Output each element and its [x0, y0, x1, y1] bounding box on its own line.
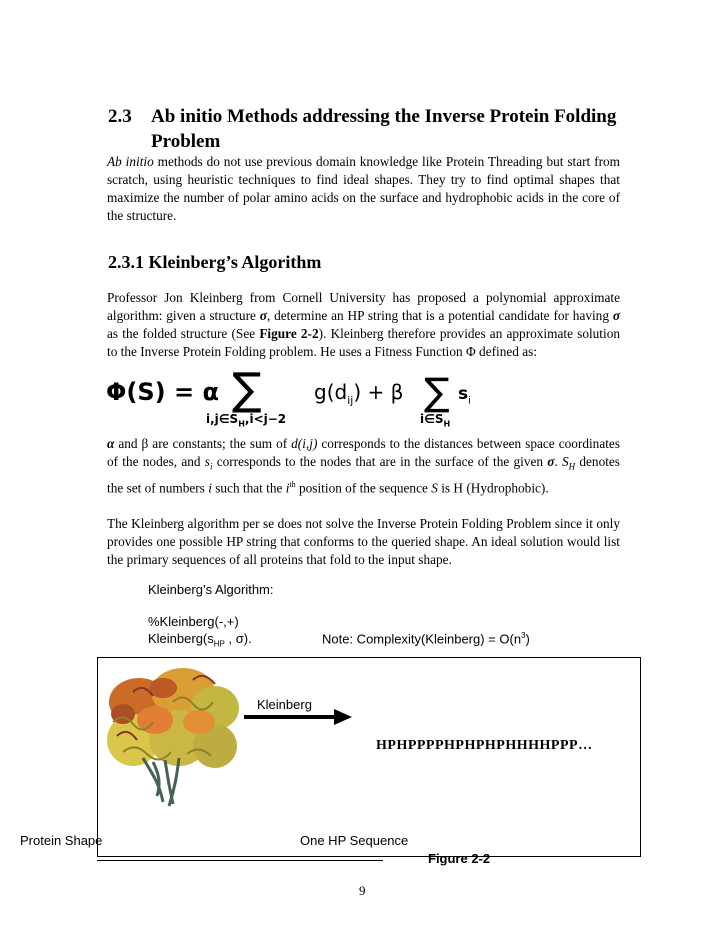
- protein-structure-image: [103, 662, 243, 808]
- p1-text-1: Professor Jon Kleinberg from Cornell University has proposed a polynomial approximate algorithm: given a structure: [107, 290, 620, 323]
- alpha-symbol: α: [107, 436, 115, 451]
- limitation-paragraph: The Kleinberg algorithm per se does not solve the Inverse Protein Folding Problem since it only provides one possible HP string that conforms to the queried shape. An ideal solution would list the primary sequences of all proteins that fold to the input shape.: [107, 516, 620, 567]
- p1-text-3: as the folded structure (See: [107, 325, 260, 341]
- formula-term1: [314, 380, 403, 407]
- formula-term2: [458, 384, 471, 406]
- section-number: 2.3: [108, 106, 132, 127]
- algo-line2-b: , σ).: [224, 631, 252, 646]
- p2-s: s: [204, 453, 210, 469]
- p2-text-8: is H (Hydrophobic).: [437, 480, 549, 496]
- p2-SH-sub: H: [568, 461, 576, 472]
- fitness-formula: [106, 364, 506, 432]
- p2-s-sub: i: [209, 461, 213, 472]
- subsection-heading: 2.3.1 Kleinberg’s Algorithm: [108, 252, 322, 272]
- sum1-sub-a: i,j∈S: [206, 412, 239, 426]
- protein-shape-caption: Protein Shape: [20, 833, 103, 848]
- p2-text-4: .: [554, 453, 562, 469]
- sum-symbol-2: ∑: [424, 370, 450, 414]
- p2-text-7: position of the sequence: [295, 480, 432, 496]
- algorithm-line-1: %Kleinberg(-,+): [148, 614, 239, 629]
- p2-SH: S: [561, 453, 569, 469]
- hp-sequence: HPHPPPPHPHPHPHHHHPPP…: [376, 738, 593, 753]
- term2-a: s: [458, 384, 469, 404]
- sum1-sub-b: H: [238, 419, 245, 429]
- formula-lhs: Φ(S) = α: [106, 378, 219, 406]
- sigma-symbol: σ: [259, 307, 267, 323]
- p2-text-3: corresponds to the nodes that are in the surface of the given: [212, 453, 548, 469]
- p2-i: i: [208, 480, 212, 496]
- term1-a: g(d: [314, 380, 348, 404]
- p2-ij: (i,j): [297, 436, 318, 451]
- intro-paragraph: [107, 153, 620, 225]
- p1-text-4: ). Kleinberg therefore provides an approximate solution to the Inverse Protein Folding problem. He uses a Fitness Function: [107, 325, 620, 359]
- sum2-sub-b: H: [443, 419, 451, 429]
- complexity-note: [322, 631, 530, 646]
- constants-paragraph: [107, 435, 620, 498]
- sum1-sub-c: ,i<j−2: [244, 412, 287, 426]
- right-arrow-icon: [244, 708, 354, 726]
- intro-text: methods do not use previous domain knowledge like Protein Threading but start from scratch, using heuristic techniques to find ideal shapes. They try to find optimal shapes that maximize the number of polar amino acids on the surface and hydrophobic acids in the core of the structure.: [107, 154, 620, 223]
- term1-sub: ij: [347, 394, 354, 407]
- p2-ith: i: [285, 480, 290, 496]
- phi-symbol: Φ: [465, 343, 476, 359]
- algo-line2-a: Kleinberg(s: [148, 631, 214, 646]
- p2-text-5: denotes the set of numbers: [107, 453, 620, 496]
- figure-divider: [97, 860, 383, 861]
- section-heading: [108, 104, 708, 156]
- p1-text-5: defined as:: [475, 343, 538, 359]
- arrow-label: Kleinberg: [257, 697, 312, 712]
- note-sup: 3: [521, 631, 526, 640]
- figure-reference: Figure 2-2: [259, 325, 319, 341]
- intro-italic-lead: Ab initio: [107, 154, 154, 169]
- note-b: ): [525, 631, 530, 647]
- algorithm-line-2: [148, 631, 252, 649]
- p2-text-1: and β are constants; the sum of: [114, 436, 292, 451]
- hp-sequence-caption: One HP Sequence: [300, 833, 409, 848]
- kleinberg-paragraph: [107, 289, 620, 361]
- note-a: Note: Complexity(Kleinberg) = O(n: [322, 631, 522, 647]
- page-number: 9: [359, 883, 366, 898]
- algorithm-title: Kleinberg’s Algorithm:: [148, 582, 274, 597]
- figure-label: Figure 2-2: [428, 851, 491, 866]
- sum2-subscript: [420, 412, 450, 428]
- term2-sub: i: [468, 395, 471, 407]
- p2-S: S: [431, 480, 438, 496]
- sigma-symbol: σ: [612, 307, 621, 323]
- p1-text-2: , determine an HP string that is a potential candidate for having: [266, 307, 613, 323]
- p2-th: th: [289, 480, 296, 490]
- sigma-symbol: σ: [547, 453, 555, 469]
- p2-text-2: corresponds to the distances between space coordinates of the nodes, and: [107, 436, 620, 469]
- section-title: Ab initio Methods addressing the Inverse Protein Folding Problem: [151, 106, 617, 152]
- term1-end: ) + β: [353, 380, 404, 404]
- sum1-subscript: [206, 412, 286, 428]
- algo-line2-sub: HP: [213, 639, 225, 649]
- sum2-sub-a: i∈S: [420, 412, 444, 426]
- sum-symbol-1: ∑: [232, 364, 262, 415]
- p2-text-6: such that the: [211, 480, 286, 496]
- p2-d: d: [291, 436, 298, 451]
